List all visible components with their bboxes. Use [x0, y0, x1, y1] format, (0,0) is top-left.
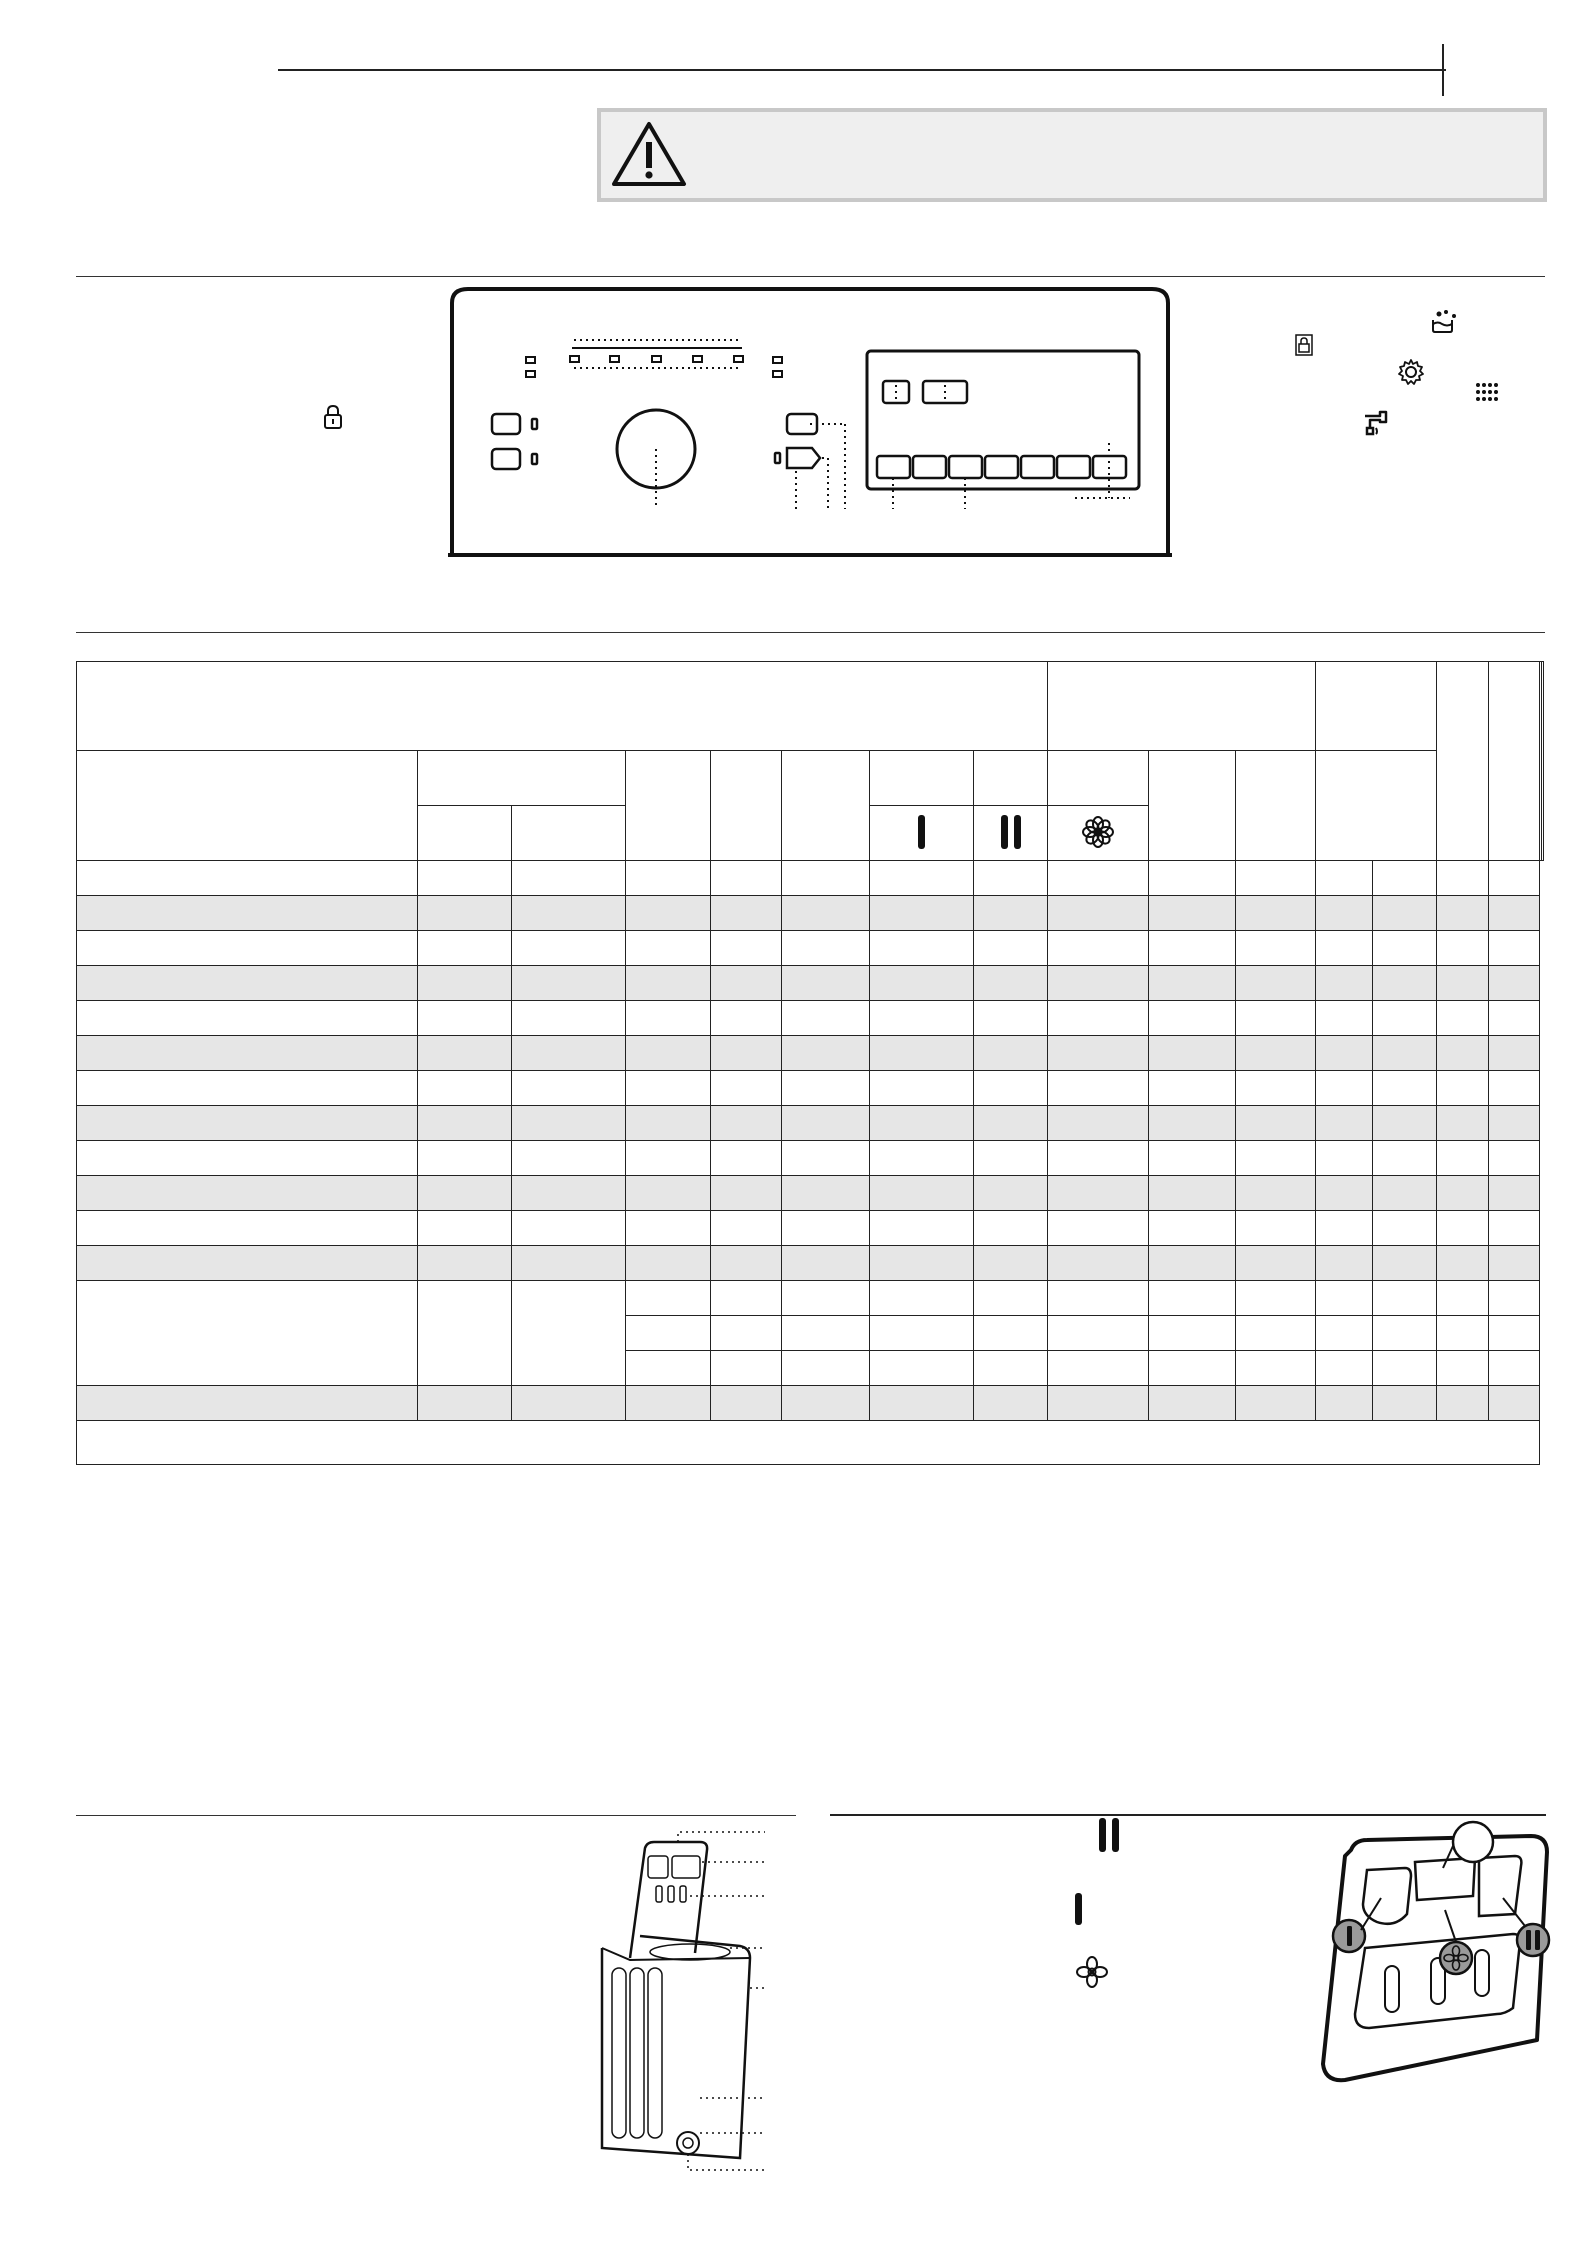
table-row: [77, 1211, 1544, 1246]
lock-icon: [1295, 334, 1313, 356]
table-row: [77, 1246, 1544, 1281]
table-row: [77, 931, 1544, 966]
compartment-2-icon: [1096, 1818, 1122, 1855]
table-header-cell: [418, 806, 512, 861]
table-header-cell: [782, 751, 870, 861]
table-header-cell: [1149, 751, 1236, 861]
table-header-group-a: [1048, 662, 1316, 751]
header-rule-end: [1442, 44, 1444, 96]
programme-table: [76, 661, 1544, 1465]
table-footer-note: [77, 1421, 1540, 1465]
warning-box: [597, 108, 1547, 202]
compartment-2-icon: [974, 806, 1048, 861]
table-row: [77, 1001, 1544, 1036]
warning-triangle-icon: [611, 120, 687, 188]
rinse-icon: [1430, 308, 1460, 334]
table-header-col: [1489, 662, 1540, 861]
table-header-cell: [512, 806, 626, 861]
compartment-1-icon: [1075, 1893, 1082, 1930]
table-row: [77, 1141, 1544, 1176]
table-header-cell: [974, 751, 1048, 806]
section-rule-machine: [76, 1815, 796, 1816]
table-header-cell: [711, 751, 782, 861]
section-rule-control-panel: [76, 276, 1545, 277]
table-header-cell: [626, 751, 711, 861]
softener-flower-icon: [1075, 1955, 1109, 1989]
table-header-col: [1542, 662, 1544, 861]
table-header-cell: [418, 751, 626, 806]
table-row: [77, 1036, 1544, 1071]
table-row: [77, 1281, 1544, 1316]
compartment-1-icon: [870, 806, 974, 861]
table-row: [77, 966, 1544, 1001]
section-rule-table: [76, 632, 1545, 633]
table-header-title: [77, 662, 1048, 751]
table-row: [77, 1071, 1544, 1106]
table-row: [77, 896, 1544, 931]
table-row: [77, 1176, 1544, 1211]
washing-machine-diagram: [590, 1828, 770, 2178]
table-row: [77, 861, 1544, 896]
table-row: [77, 1106, 1544, 1141]
dots-grid-icon: [1475, 382, 1501, 402]
table-header-col: [1437, 662, 1489, 861]
tap-icon: [1362, 408, 1390, 436]
header-rule: [278, 69, 1446, 71]
section-rule-dispenser: [830, 1814, 1546, 1816]
table-row: [77, 1386, 1544, 1421]
lock-icon: [323, 404, 343, 430]
table-header-cell: [1236, 751, 1316, 861]
table-header-cell: [870, 751, 974, 806]
control-panel-diagram: [440, 283, 1180, 563]
table-header-cell: [1048, 751, 1149, 806]
settings-gear-icon: [1397, 358, 1425, 386]
detergent-dispenser-diagram: [1315, 1818, 1555, 2088]
table-header-group-b: [1316, 662, 1437, 751]
table-header-cell: [77, 751, 418, 861]
softener-flower-icon: [1048, 806, 1149, 861]
